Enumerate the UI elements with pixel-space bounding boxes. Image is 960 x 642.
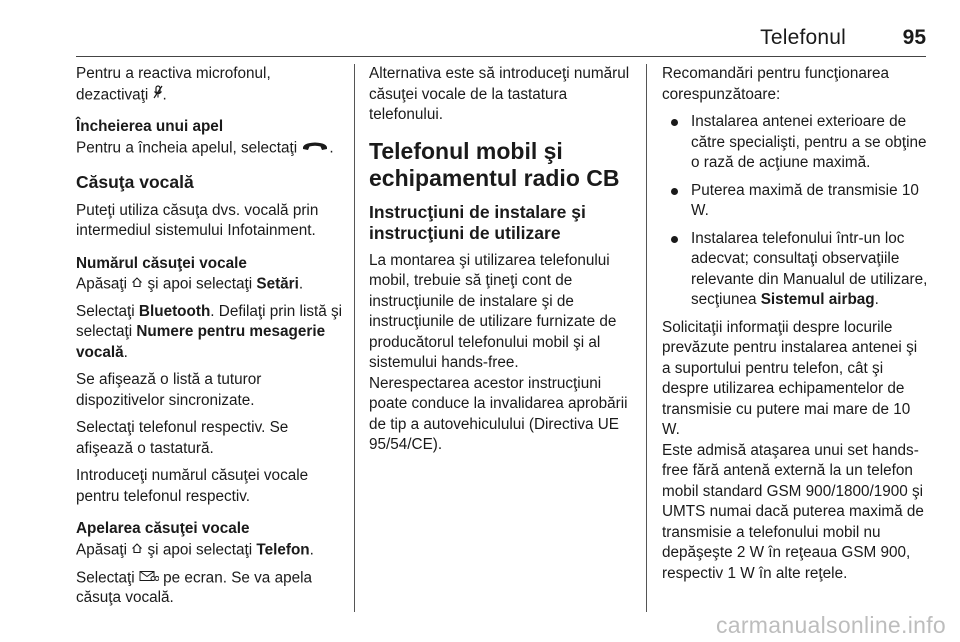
paragraph: [76, 302, 346, 364]
paragraph: [76, 138, 346, 159]
watermark: [0, 612, 960, 642]
bold-text: Sistemul airbag: [760, 291, 875, 308]
paragraph: Puteţi utiliza căsuţa dvs. vocală prin intermediul sistemului Infotainment.: [76, 201, 319, 240]
end-call-handset-icon: [301, 138, 329, 159]
bold-text: Bluetooth: [138, 302, 211, 320]
subheading-end-call: Încheierea unui apel: [76, 118, 224, 136]
page-title: Telefonul: [760, 26, 846, 49]
list-item: [662, 229, 928, 311]
text: .: [123, 343, 128, 361]
section-heading-voicemail: Căsuţa vocală: [76, 171, 194, 192]
text: Puterea maximă de transmisie 10 W.: [691, 181, 919, 219]
paragraph: [76, 540, 346, 561]
subheading-voicemail-numbers: Numărul căsuţei vocale: [76, 254, 247, 272]
column-1: [76, 64, 346, 616]
text: şi apoi selectaţi: [143, 541, 257, 559]
text: . Defilaţi prin listă şi selectaţi: [76, 302, 343, 341]
paragraph: Solicitaţii informaţii despre locurile prevăzute pentru instalarea antenei şi a suportului pentru telefon, cât şi despre utilizarea echipamentelor de transmisie cu putere mai mare de 10 W.: [662, 318, 918, 438]
paragraph: [76, 274, 346, 295]
bold-text: Telefon: [256, 541, 310, 559]
text: Pentru a încheia apelul, selectaţi: [76, 139, 302, 157]
text: Instalarea telefonului într-un loc adecvat; consultaţi observaţiile relevante din Manualul de utilizare, secţiunea: [691, 229, 928, 308]
text: şi apoi selectaţi: [143, 275, 257, 293]
paragraph: [76, 64, 346, 105]
text: .: [309, 541, 314, 559]
text: .: [298, 275, 304, 293]
bullet-icon: [671, 119, 678, 126]
paragraph: Este admisă ataşarea unui set hands-free fără antenă externă la un telefon mobil standard GSM 900/1800/1900 şi UMTS numai dacă puterea maximă de transmisie a telefonului mobil nu depăşeşte 2 W în reţeaua GSM 900, respectiv 1 W în alte reţele.: [662, 441, 924, 582]
subheading-call-voicemail: Apelarea căsuţei vocale: [76, 520, 250, 538]
column-divider-2: [646, 64, 647, 612]
text: Apăsaţi: [76, 275, 132, 293]
watermark-text[interactable]: carmanualsonline.info: [715, 612, 946, 638]
text: Pentru a reactiva microfonul, dezactivaţi: [76, 65, 271, 103]
text: .: [329, 139, 334, 157]
voicemail-icon: [139, 568, 159, 589]
heading-mobile-phone-cb-radio: Telefonul mobil şi echipamentul radio CB: [369, 137, 620, 191]
bold-text: Setări: [256, 275, 299, 293]
page-number: 95: [902, 26, 926, 49]
paragraph: Recomandări pentru funcţionarea corespunzătoare:: [662, 65, 890, 103]
bullet-list: [662, 112, 928, 311]
bullet-icon: [671, 188, 678, 195]
list-item: [662, 181, 928, 222]
text: .: [874, 291, 879, 308]
text: .: [162, 85, 167, 103]
text: Apăsaţi: [76, 541, 132, 559]
bullet-icon: [671, 236, 678, 243]
paragraph: Selectaţi telefonul respectiv. Se afişează o tastatură.: [76, 419, 289, 457]
text: pe ecran. Se va apela căsuţa vocală.: [76, 568, 312, 607]
paragraph: [76, 568, 346, 609]
paragraph: Se afişează o listă a tuturor dispozitivelor sincronizate.: [76, 371, 262, 409]
text: Instalarea antenei exterioare de către specialişti, pentru a se obţine o rază de acţiune maximă.: [691, 113, 927, 171]
text: Selectaţi: [76, 302, 139, 320]
subheading-installation-instructions: Instrucţiuni de instalare şi instrucţiuni de utilizare: [369, 201, 586, 243]
page-header: [0, 0, 960, 56]
bold-text: Numere pentru mesagerie vocală: [76, 323, 326, 361]
paragraph: Alternativa este să introduceţi numărul căsuţei vocale de la tastatura telefonului.: [369, 65, 630, 123]
home-icon: [131, 540, 143, 561]
paragraph: Introduceţi numărul căsuţei vocale pentru telefonul respectiv.: [76, 467, 309, 505]
text: Selectaţi: [76, 568, 139, 586]
paragraph: Nerespectarea acestor instrucţiuni poate conduce la invalidarea aprobării de tip a autovehiculului (Directiva UE 95/54/CE).: [369, 374, 628, 453]
column-divider-1: [354, 64, 355, 612]
column-2: [369, 64, 633, 463]
column-3: [662, 64, 928, 591]
home-icon: [131, 274, 143, 295]
list-item: [662, 112, 928, 174]
paragraph: La montarea şi utilizarea telefonului mobil, trebuie să ţineţi cont de instrucţiunile de instalare şi de instrucţiunile de utilizare furnizate de producătorul telefonului mobil şi al sistemului hands-free.: [369, 251, 617, 371]
header-divider: [76, 56, 926, 57]
microphone-mute-icon: [153, 85, 163, 106]
